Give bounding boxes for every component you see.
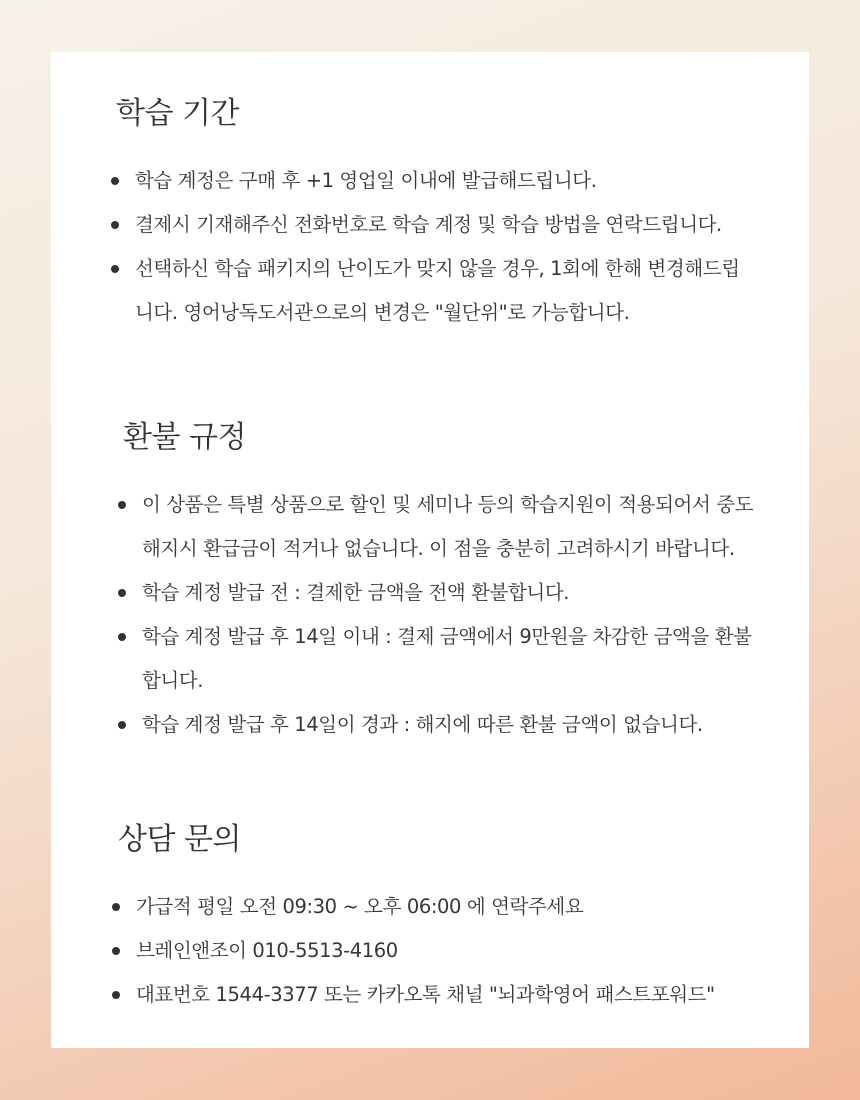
list-item bbox=[142, 571, 782, 615]
list-item-line: 이 상품은 특별 상품으로 할인 및 세미나 등의 학습지원이 적용되어서 중도 bbox=[142, 493, 754, 516]
list-item-line: 가급적 평일 오전 09:30 ~ 오후 06:00 에 연락주세요 bbox=[136, 895, 584, 918]
list-item-line: 브레인앤조이 010-5513-4160 bbox=[136, 939, 398, 962]
list-item bbox=[135, 247, 775, 335]
content-card bbox=[51, 52, 809, 1048]
list-item-line: 대표번호 1544-3377 또는 카카오톡 채널 "뇌과학영어 패스트포워드" bbox=[136, 983, 715, 1006]
list-item bbox=[142, 703, 782, 747]
list-item-line: 선택하신 학습 패키지의 난이도가 맞지 않을 경우, 1회에 한해 변경해드립 bbox=[135, 257, 740, 280]
bullet-list bbox=[142, 483, 782, 747]
list-item bbox=[142, 483, 782, 571]
section-contact-inquiry bbox=[51, 820, 809, 1017]
list-item-line: 학습 계정 발급 후 14일이 경과 : 해지에 따른 환불 금액이 없습니다. bbox=[142, 713, 703, 736]
list-item-line: 학습 계정 발급 전 : 결제한 금액을 전액 환불합니다. bbox=[142, 581, 570, 604]
list-item bbox=[142, 615, 782, 703]
list-item bbox=[135, 203, 775, 247]
bullet-list bbox=[136, 885, 786, 1017]
list-item-line: 니다. 영어낭독도서관으로의 변경은 "월단위"로 가능합니다. bbox=[135, 301, 630, 324]
list-item-line: 학습 계정은 구매 후 +1 영업일 이내에 발급해드립니다. bbox=[135, 169, 597, 192]
section-refund-policy bbox=[51, 418, 809, 747]
list-item bbox=[135, 159, 775, 203]
list-item-line: 학습 계정 발급 후 14일 이내 : 결제 금액에서 9만원을 차감한 금액을 환불 bbox=[142, 625, 752, 648]
section-title: 상담 문의 bbox=[118, 822, 241, 857]
section-learning-period bbox=[51, 94, 809, 335]
list-item-line: 합니다. bbox=[142, 669, 204, 692]
section-title: 학습 기간 bbox=[116, 96, 239, 131]
list-item bbox=[136, 929, 786, 973]
list-item bbox=[136, 973, 786, 1017]
list-item bbox=[136, 885, 786, 929]
bullet-list bbox=[135, 159, 775, 335]
section-title: 환불 규정 bbox=[123, 420, 246, 455]
list-item-line: 결제시 기재해주신 전화번호로 학습 계정 및 학습 방법을 연락드립니다. bbox=[135, 213, 722, 236]
list-item-line: 해지시 환급금이 적거나 없습니다. 이 점을 충분히 고려하시기 바랍니다. bbox=[142, 537, 735, 560]
